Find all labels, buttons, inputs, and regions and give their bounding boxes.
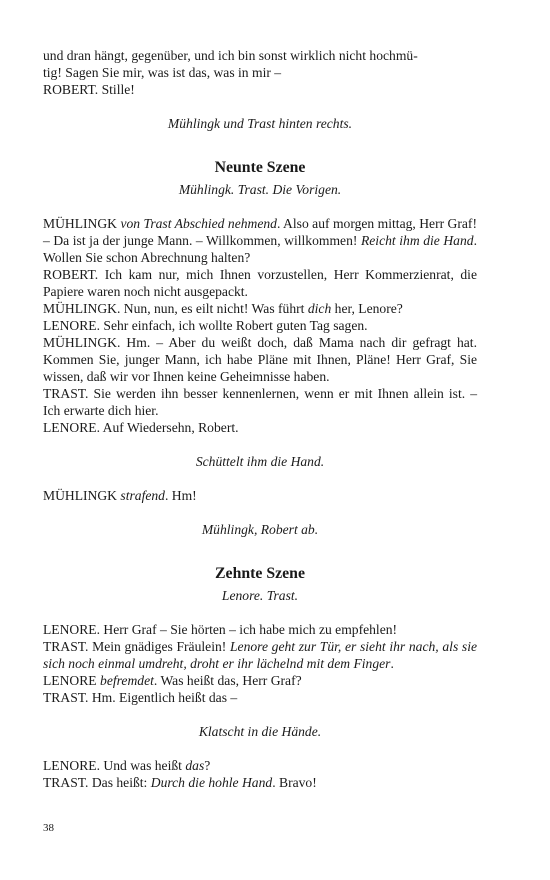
stage-action: strafend [120, 488, 165, 503]
page-number: 38 [43, 822, 54, 834]
speaker-name: LENORE [43, 673, 97, 688]
stage-action: Lenore geht zur Tür, er sieht ihr nach, als sie sich noch einmal umdreht, droht er ihr lächelnd mit dem Finger [43, 639, 478, 671]
stage-direction: Schüttelt ihm die Hand. [195, 454, 325, 469]
stage-action: Reicht ihm die Hand [360, 233, 474, 248]
speech-text: . Was heißt das, Herr Graf? [153, 673, 302, 688]
speech-muehlingk [43, 300, 477, 317]
speech-text: LENORE. Und was heißt [43, 758, 182, 773]
speech-lenore [43, 672, 477, 689]
speech-muehlingk: MÜHLINGK. Hm. – Aber du weißt doch, daß Mama nach dir gefragt hat. Kommen Sie, junger Mann, ich habe Pläne mit Ihnen, Pläne! Herr Graf, Sie wissen, daß wir vor Ihnen keine Geheimnisse haben. [43, 335, 477, 384]
speech-text: TRAST. Das heißt: [43, 775, 148, 790]
scene-cast: Mühlingk. Trast. Die Vorigen. [178, 182, 342, 197]
scene-heading-zehnte: Zehnte Szene [215, 565, 305, 582]
speech-lenore: LENORE. Auf Wiedersehn, Robert. [43, 420, 239, 435]
page-body [43, 47, 477, 791]
emphasis: das [185, 758, 205, 773]
speaker-name: MÜHLINGK [43, 216, 118, 231]
speech-text: . Bravo! [272, 775, 317, 790]
speech-trast: TRAST. Sie werden ihn besser kennenlernen, wenn er mit Ihnen allein ist. – Ich erwarte dich hier. [43, 386, 477, 418]
speech-lenore: LENORE. Sehr einfach, ich wollte Robert guten Tag sagen. [43, 318, 368, 333]
speech-trast: TRAST. Hm. Eigentlich heißt das – [43, 690, 238, 705]
speech-lenore: LENORE. Herr Graf – Sie hörten – ich habe mich zu empfehlen! [43, 622, 398, 637]
speech-text: . Also auf morgen mittag, Herr Graf! – Da ist ja der junge Mann. – Willkommen, willkommen! [43, 216, 477, 248]
emphasis: dich [307, 301, 332, 316]
speech-text: ? [204, 758, 211, 773]
speaker-name: MÜHLINGK [43, 488, 118, 503]
speech-text: . Hm! [164, 488, 197, 503]
speech-text: her, Lenore? [334, 301, 403, 316]
speech-text: MÜHLINGK. Nun, nun, es eilt nicht! Was führt [43, 301, 305, 316]
stage-direction: Mühlingk, Robert ab. [201, 522, 319, 537]
speech-muehlingk [43, 215, 477, 266]
speech-text: TRAST. Mein gnädiges Fräulein! [43, 639, 227, 654]
speech-text: . Wollen Sie schon Abrechnung halten? [43, 233, 477, 265]
text-line: und dran hängt, gegenüber, und ich bin sonst wirklich nicht hochmü- [43, 48, 418, 63]
stage-action: von Trast Abschied nehmend [120, 216, 277, 231]
scene-cast: Lenore. Trast. [221, 588, 299, 603]
text-line: tig! Sagen Sie mir, was ist das, was in mir – [43, 65, 282, 80]
speech-trast [43, 774, 477, 791]
speech-robert: ROBERT. Ich kam nur, mich Ihnen vorzustellen, Herr Kommerzienrat, die Papiere waren noch nicht ausgepackt. [43, 267, 477, 299]
speech-muehlingk [43, 487, 477, 504]
stage-direction: Klatscht in die Hände. [198, 724, 322, 739]
speech-text: . [390, 656, 394, 671]
stage-direction: Mühlingk und Trast hinten rechts. [167, 116, 353, 131]
stage-action: befremdet [100, 673, 154, 688]
scene-heading-neunte: Neunte Szene [214, 159, 306, 176]
speech-robert: ROBERT. Stille! [43, 82, 135, 97]
speech-lenore [43, 757, 477, 774]
speech-trast [43, 638, 477, 672]
emphasis: Durch die hohle Hand [150, 775, 273, 790]
